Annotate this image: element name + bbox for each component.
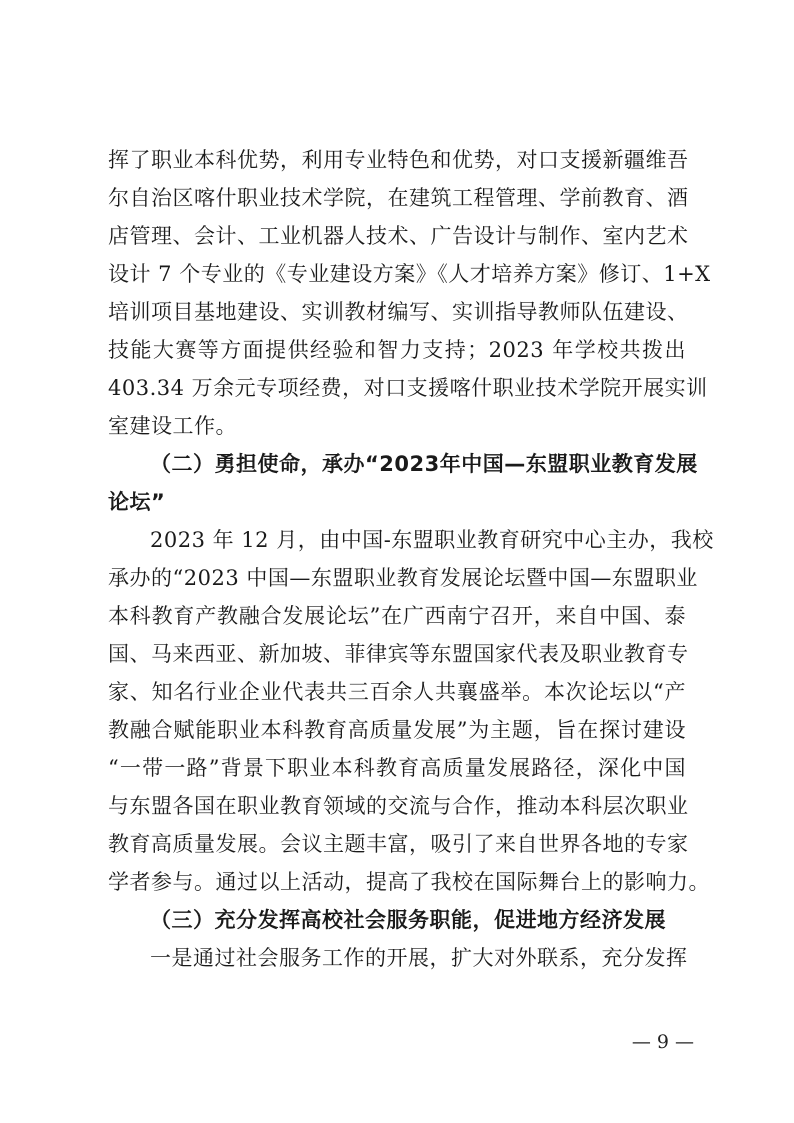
paragraph-line: 教融合赋能职业本科教育高质量发展”为主题，旨在探讨建设 — [108, 718, 686, 742]
paragraph-line: 店管理、会计、工业机器人技术、广告设计与制作、室内艺术 — [108, 224, 689, 248]
paragraph-line: 学者参与。通过以上活动，提高了我校在国际舞台上的影响力。 — [108, 870, 710, 894]
paragraph-line: 承办的“2023 中国—东盟职业教育发展论坛暨中国—东盟职业 — [108, 566, 698, 590]
page-number: — 9 — — [631, 1031, 694, 1053]
paragraph-line: 教育高质量发展。会议主题丰富，吸引了来自世界各地的专家 — [108, 832, 689, 856]
paragraph-line: 设计 7 个专业的《专业建设方案》《人才培养方案》修订、1+X — [108, 262, 711, 286]
paragraph-line: 挥了职业本科优势，利用专业特色和优势，对口支援新疆维吾 — [108, 148, 689, 172]
paragraph-line: 尔自治区喀什职业技术学院，在建筑工程管理、学前教育、酒 — [108, 186, 689, 210]
paragraph-line: 培训项目基地建设、实训教材编写、实训指导教师队伍建设、 — [108, 300, 689, 324]
section-heading: （二）勇担使命，承办“2023年中国—东盟职业教育发展 — [150, 452, 698, 476]
paragraph-line: 本科教育产教融合发展论坛”在广西南宁召开，来自中国、泰 — [108, 604, 686, 628]
paragraph-line: 家、知名行业企业代表共三百余人共襄盛举。本次论坛以“产 — [108, 680, 686, 704]
paragraph-line: 2023 年 12 月，由中国-东盟职业教育研究中心主办，我校 — [150, 528, 714, 552]
paragraph-line: 403.34 万余元专项经费，对口支援喀什职业技术学院开展实训 — [108, 376, 708, 400]
paragraph-line: 一是通过社会服务工作的开展，扩大对外联系，充分发挥 — [150, 946, 688, 970]
section-heading: （三）充分发挥高校社会服务职能，促进地方经济发展 — [150, 908, 666, 932]
paragraph-line: 室建设工作。 — [108, 414, 237, 438]
paragraph-line: 技能大赛等方面提供经验和智力支持；2023 年学校共拨出 — [108, 338, 686, 362]
paragraph-line: 与东盟各国在职业教育领域的交流与合作，推动本科层次职业 — [108, 794, 689, 818]
paragraph-line: 国、马来西亚、新加坡、菲律宾等东盟国家代表及职业教育专 — [108, 642, 689, 666]
paragraph-line: “一带一路”背景下职业本科教育高质量发展路径，深化中国 — [108, 756, 686, 780]
section-heading: 论坛” — [108, 490, 166, 514]
